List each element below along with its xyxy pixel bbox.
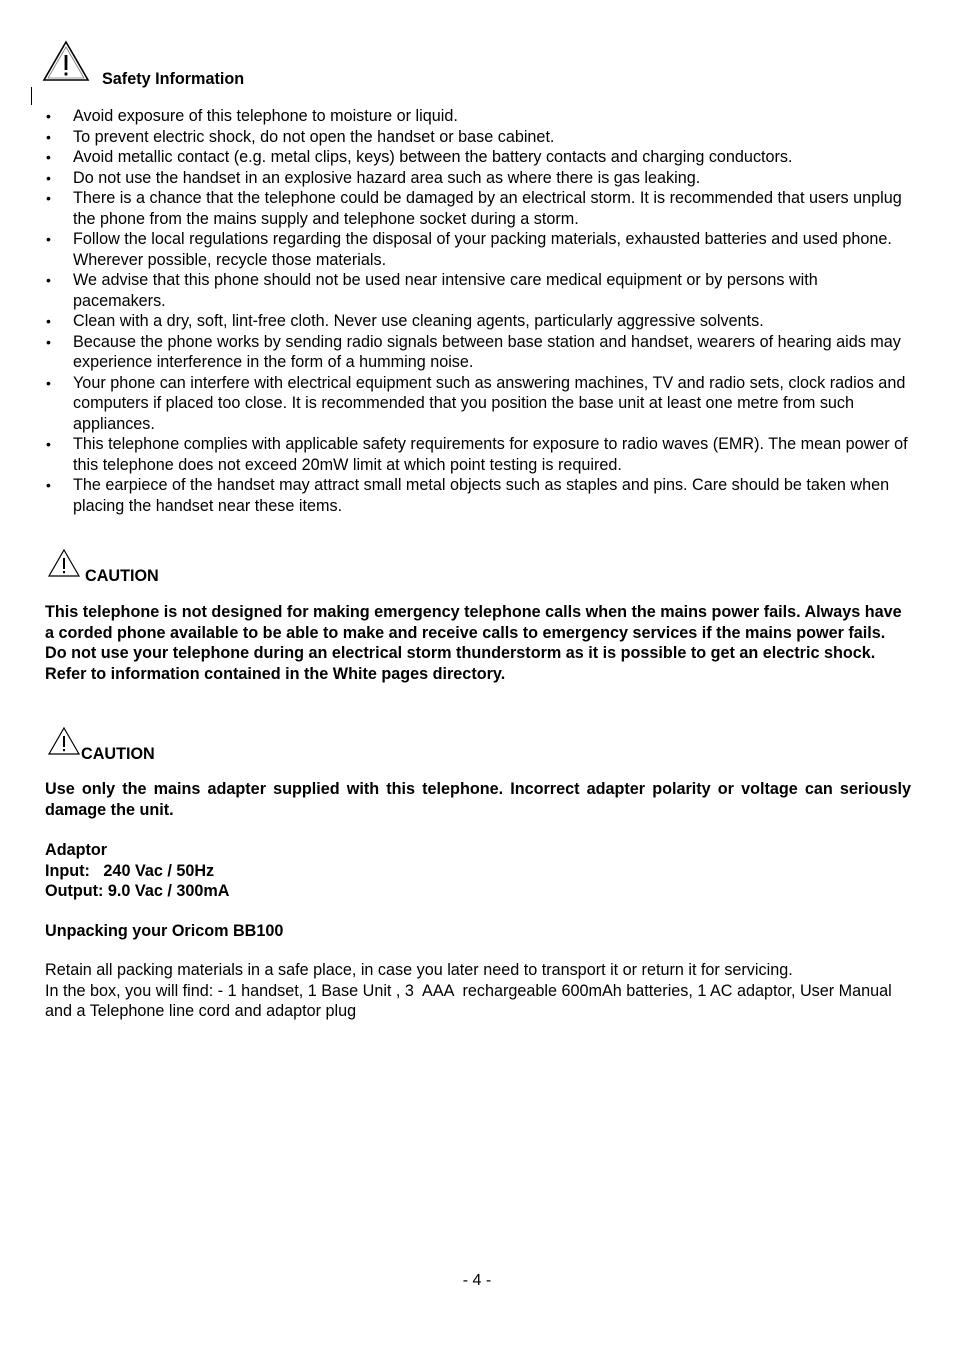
caution-heading-1 <box>47 548 159 583</box>
adaptor-section <box>45 840 911 902</box>
list-item: • Do not use the handset in an explosive hazard area such as where there is gas leaking. <box>45 168 911 189</box>
adaptor-output: Output: 9.0 Vac / 300mA <box>45 882 230 900</box>
caution-title-1: CAUTION <box>85 567 159 585</box>
page-number: - 4 - <box>462 1272 492 1289</box>
safety-heading <box>42 40 244 87</box>
caution-text-1 <box>45 602 911 684</box>
list-item: • The earpiece of the handset may attract small metal objects such as staples and pins. Care should be taken when placing the handset near these items. <box>45 475 911 516</box>
unpacking-text <box>45 960 911 1022</box>
list-item: • Avoid exposure of this telephone to moisture or liquid. <box>45 106 911 127</box>
warning-triangle-icon <box>47 726 81 761</box>
caution-text-2: Use only the mains adapter supplied with this telephone. Incorrect adapter polarity or voltage can seriously damage the unit. <box>45 780 911 819</box>
safety-title: Safety Information <box>102 70 245 88</box>
caution-heading-2 <box>47 726 155 761</box>
list-item: • We advise that this phone should not be used near intensive care medical equipment or by persons with pacemakers. <box>45 270 911 311</box>
list-item: • This telephone complies with applicable safety requirements for exposure to radio waves (EMR). The mean power of this telephone does not exceed 20mW limit at which point testing is required. <box>45 434 911 475</box>
list-item: • There is a chance that the telephone could be damaged by an electrical storm. It is recommended that users unplug the phone from the mains supply and telephone socket during a storm. <box>45 188 911 229</box>
text-cursor <box>31 87 32 105</box>
warning-triangle-icon <box>42 40 90 87</box>
list-item: • Avoid metallic contact (e.g. metal clips, keys) between the battery contacts and charging conductors. <box>45 147 911 168</box>
caution-title-2: CAUTION <box>81 745 155 763</box>
adaptor-title: Adaptor <box>45 841 108 859</box>
caution-paragraph: Do not use your telephone during an electrical storm thunderstorm as it is possible to get an electric shock. Refer to information contained in the White pages directory. <box>45 644 876 683</box>
unpacking-title: Unpacking your Oricom BB100 <box>45 922 284 940</box>
caution-paragraph: This telephone is not designed for making emergency telephone calls when the mains power fails. Always have a corded phone available to be able to make and receive calls to emergency services if the mains power fails. <box>45 603 902 642</box>
adaptor-input: Input: 240 Vac / 50Hz <box>45 861 215 880</box>
list-item: • Clean with a dry, soft, lint-free cloth. Never use cleaning agents, particularly aggressive solvents. <box>45 311 911 332</box>
safety-list <box>45 106 911 516</box>
list-item: • Your phone can interfere with electrical equipment such as answering machines, TV and radio sets, clock radios and computers if placed too close. It is recommended that you position the base unit at least one metre from such appliances. <box>45 373 911 435</box>
unpacking-line: In the box, you will find: - 1 handset, 1 Base Unit , 3 AAA rechargeable 600mAh batteries, 1 AC adaptor, User Manual and a Telephone line cord and adaptor plug <box>45 981 897 1020</box>
list-item: • Follow the local regulations regarding the disposal of your packing materials, exhausted batteries and used phone. Wherever possible, recycle those materials. <box>45 229 911 270</box>
warning-triangle-icon <box>47 548 81 583</box>
list-item: • Because the phone works by sending radio signals between base station and handset, wearers of hearing aids may experience interference in the form of a humming noise. <box>45 332 911 373</box>
unpacking-line: Retain all packing materials in a safe place, in case you later need to transport it or return it for servicing. <box>45 961 793 979</box>
list-item: • To prevent electric shock, do not open the handset or base cabinet. <box>45 127 911 148</box>
